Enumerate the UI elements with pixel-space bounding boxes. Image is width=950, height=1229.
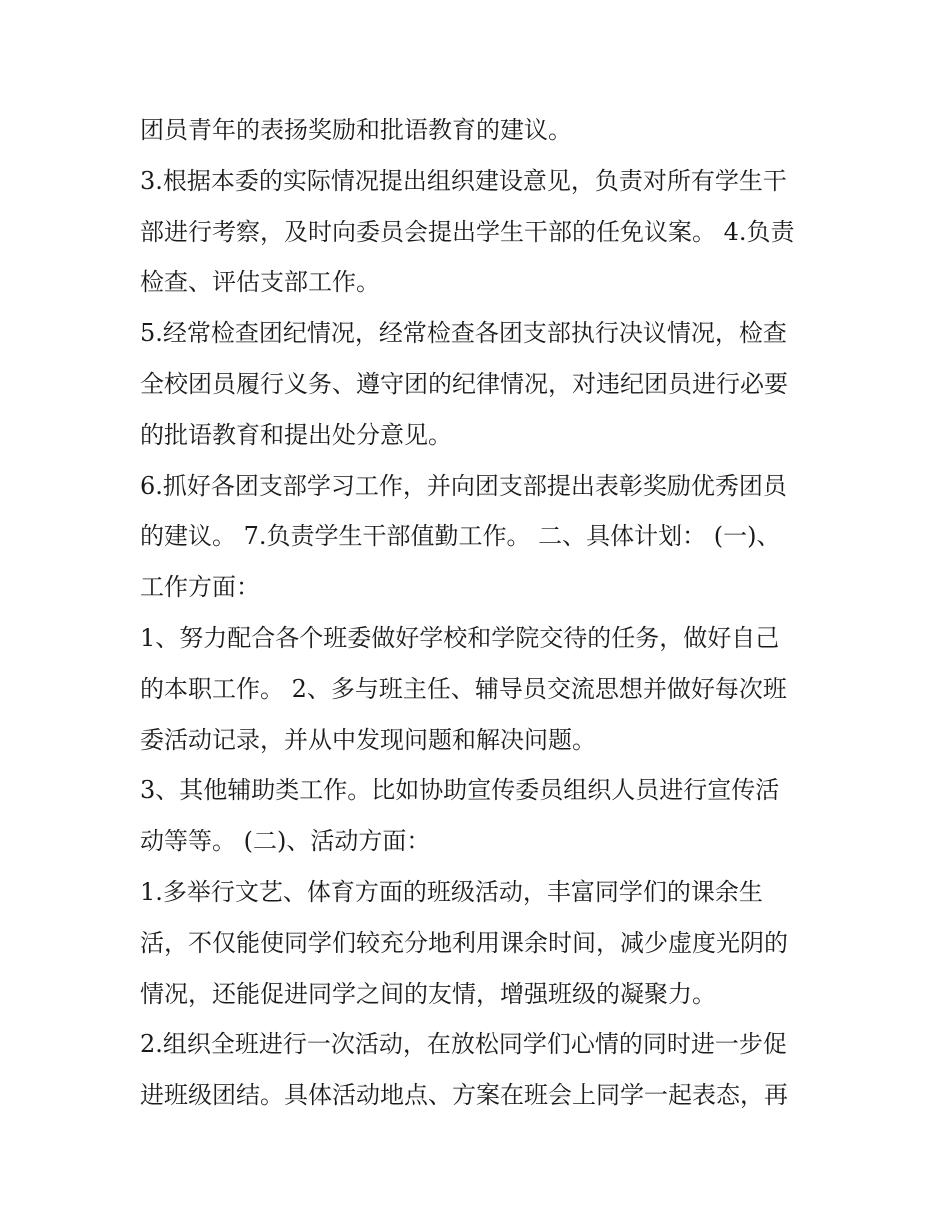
text-line: 3.根据本委的实际情况提出组织建设意见，负责对所有学生干	[140, 166, 787, 195]
text-line: 1、努力配合各个班委做好学校和学院交待的任务，做好自己	[140, 623, 780, 652]
text-line: 部进行考察，及时向委员会提出学生干部的任免议案。 4.负责	[140, 217, 795, 246]
text-line: 1.多举行文艺、体育方面的班级活动，丰富同学们的课余生	[140, 877, 763, 906]
document-body	[140, 105, 830, 1121]
text-line: 全校团员履行义务、遵守团的纪律情况，对违纪团员进行必要	[140, 369, 788, 398]
text-line: 情况，还能促进同学之间的友情，增强班级的凝聚力。	[140, 979, 716, 1008]
text-line: 3、其他辅助类工作。比如协助宣传委员组织人员进行宣传活	[140, 776, 780, 805]
text-line: 5.经常检查团纪情况，经常检查各团支部执行决议情况，检查	[140, 319, 787, 348]
text-line: 的批语教育和提出处分意见。	[140, 420, 452, 449]
text-line: 检查、评估支部工作。	[140, 268, 380, 297]
text-line: 工作方面：	[140, 573, 260, 602]
text-line: 2.组织全班进行一次活动，在放松同学们心情的同时进一步促	[140, 1030, 787, 1059]
text-line: 的建议。 7.负责学生干部值勤工作。 二、具体计划： (一)、	[140, 522, 781, 551]
text-line: 进班级团结。具体活动地点、方案在班会上同学一起表态，再	[140, 1081, 788, 1110]
text-line: 活，不仅能使同学们较充分地利用课余时间，减少虚度光阴的	[140, 928, 788, 957]
text-line: 团员青年的表扬奖励和批语教育的建议。	[140, 116, 572, 144]
text-line: 动等等。 (二)、活动方面：	[140, 827, 431, 856]
text-line: 委活动记录，并从中发现问题和解决问题。	[140, 725, 596, 754]
text-line: 6.抓好各团支部学习工作，并向团支部提出表彰奖励优秀团员	[140, 471, 787, 500]
text-line: 的本职工作。 2、多与班主任、辅导员交流思想并做好每次班	[140, 674, 787, 703]
